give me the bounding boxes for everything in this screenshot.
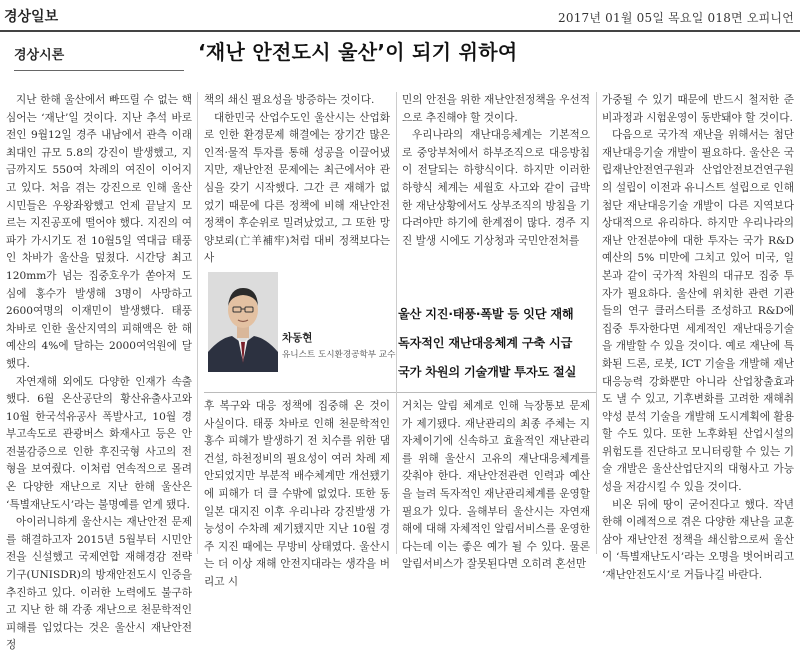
article-column-2-bottom	[204, 398, 390, 588]
author-title: 유니스트 도시환경공학부 교수	[282, 350, 396, 360]
column-divider	[396, 92, 397, 554]
author-photo	[208, 272, 278, 372]
article-column-2-top	[204, 92, 390, 292]
paragraph: 다음으로 국가적 재난을 위해서는 첨단 재난대응기술 개발이 필요하다. 울산은 국립재난안전연구원과 산업안전보건연구원의 설립이 이전과 유니스트 설립으로 인해 첨단 재난대응기술 개발이 다른 지역보다 상대적으로 유리하다. 하지만 우리나라의 재난 안전분야에 대한 투자는 국가 R&D 예산의 5% 미만에 그치고 있어 미국, 일본과 같이 국가적 차원의 대규모 집중 투자가 필요하다. 울산에 위치한 관련 기관들의 연구 클러스터를 조성하고 R&D에 집중 투자한다면 세계적인 재난대응기술을 개발할 수 있을 것이다. 예로 재난에 특화된 드론, 로봇, ICT 기술을 개발해 재난대응능력 강화뿐만 아니라 산업창출효과도 낼 수 있고, 기후변화를 고려한 재해취약성 분석 기술을 개발해 도시계획에 활용할 수도 있다. 또한 노후화된 산업시설의 위험도를 진단하고 모니터링할 수 있는 기술 개발은 울산산업단지의 대형사고 가능성을 저감시킬 수 있을 것이다.	[602, 129, 794, 494]
column-divider	[596, 92, 597, 554]
article-column-3-bottom	[402, 398, 590, 571]
pullquote	[398, 300, 594, 392]
paragraph: 우리나라의 재난대응체계는 기본적으로 중앙부처에서 하부조직으로 대응방침이 전달되는 하향식이다. 하지만 이러한 하향식 체계는 세월호 사고와 같이 급박한 재난상황에서도 상부조직의 방침을 기다려야만 하기에 한계점이 많다. 경주 지진 발생 시에도 기상청과 국민안전처를	[402, 129, 590, 247]
column-divider	[197, 92, 198, 554]
paragraph: 가중될 수 있기 때문에 반드시 철저한 준비과정과 시험운영이 동반돼야 할 것이다.	[602, 94, 794, 124]
paragraph: 책의 쇄신 필요성을 방증하는 것이다.	[204, 94, 375, 106]
paragraph: 아이러니하게 울산시는 재난안전 문제를 해결하고자 2015년 5월부터 시민안전을 신설했고 국제연합 재해경감 전략기구(UNISDR)의 방재안전도시 인증을 추진하고 있다. 이러한 노력에도 불구하고 지난 한 해 각종 재난으로 천문학적인 피해를 입었다는 것은 울산시 재난안전 정	[6, 516, 192, 652]
paragraph: 대한민국 산업수도인 울산시는 산업화로 인한 환경문제 해결에는 장기간 많은 인적·물적 투자를 통해 성공을 이끌어냈지만, 재난안전 문제에는 최근에서야 관심을 갖기 시작했다. 그간 큰 재해가 없었기 때문에 다른 정책에 비해 재난안전 정책이 후순위로 밀려났었고, 그 또한 망양보뢰(亡羊補牢)처럼 대비 정책보다는 사	[204, 111, 390, 265]
masthead-rule	[0, 30, 800, 32]
pullquote-line: 독자적인 재난대응체계 구축 시급	[398, 336, 573, 350]
section-rule	[14, 70, 184, 71]
divider	[204, 392, 596, 393]
author-byline	[282, 330, 395, 360]
article-column-1	[6, 92, 192, 652]
paragraph: 후 복구와 대응 정책에 집중해 온 것이 사실이다. 태풍 차바로 인해 천문학적인 홍수 피해가 발생하기 전 치수를 위한 댐건설, 하천정비의 필요성이 여러 차례 제안되었지만 부분적 배수체계만 개선됐기에 피해가 더 클 수밖에 없었다. 또한 동일본 대지진 이후 우리나라 강진발생 가능성이 수차례 제기됐지만 지난 10월 경주 지진 때에는 무방비 상태였다. 울산시는 더 이상 재해 안전지대라는 생각을 버리고 시	[204, 400, 390, 588]
section-label: 경상시론	[14, 48, 65, 63]
paragraph: 자연재해 외에도 다양한 인재가 속출했다. 6월 온산공단의 황산유출사고와 10월 한국석유공사 폭발사고, 10월 경부고속도로 관광버스 화재사고 등은 안전불감증으로 인한 후진국형 사고의 전형을 보여줬다. 이처럼 연속적으로 몰려온 다양한 재난으로 지난 한해 울산은 ‘특별재난도시’라는 불명예를 얻게 됐다.	[6, 375, 192, 511]
headline: ‘재난 안전도시 울산’이 되기 위하여	[198, 40, 518, 64]
newspaper-name: 경상일보	[4, 9, 59, 25]
article-column-3-top	[402, 92, 590, 292]
pullquote-line: 울산 지진·태풍·폭발 등 잇단 재해	[398, 307, 574, 321]
author-name: 차동현	[282, 332, 313, 344]
paragraph: 거치는 알림 체계로 인해 늑장통보 문제가 제기됐다. 재난관리의 최종 주체는 지자체이기에 신속하고 효율적인 재난관리를 위해 울산시 고유의 재난대응체계를 갖춰야 한다. 재난안전관련 인력과 예산을 늘려 독자적인 재난관리체계를 운영할 필요가 있다. 올해부터 울산시는 자연재해에 대해 자체적인 알림서비스를 운영한다는데 이는 좋은 예가 될 수 있다. 물론 알림서비스가 잘못된다면 오히려 혼선만	[402, 400, 590, 571]
paragraph: 지난 한해 울산에서 빠뜨릴 수 없는 핵심어는 ‘재난’일 것이다. 지난 추석 바로 전인 9월12일 경주 내남에서 관측 이래 최대인 규모 5.8의 강진이 발생했고, 지금까지도 550여 차례의 여진이 이어지고 있다. 처음 겪는 강진으로 인해 울산 시민들은 우왕좌왕했고 언제 끝날지 모르는 지진공포에 떨어야 했다. 지진의 여파가 가시기도 전 10월5일 역대급 태풍인 차바가 울산을 덮쳤다. 시간당 최고 120mm가 넘는 집중호우가 쏟아져 도심에 홍수가 발생해 3명이 사망하고 2600여명의 이재민이 발생했다. 태풍 차바로 인한 울산지역의 피해액은 한 해 예산의 4%에 달하는 2000여억원에 달했다.	[6, 94, 192, 370]
masthead	[0, 0, 800, 30]
pullquote-line: 국가 차원의 기술개발 투자도 절실	[398, 365, 577, 379]
article-column-4	[602, 92, 794, 582]
paragraph: 비온 뒤에 땅이 굳어진다고 했다. 작년 한해 이례적으로 겪은 다양한 재난을 교훈삼아 재난안전 정책을 쇄신함으로써 울산이 ‘특별재난도시’라는 오명을 벗어버리고 ‘재난안전도시’로 거듭나길 바란다.	[602, 498, 794, 582]
dateline: 2017년 01월 05일 목요일 018면 오피니언	[558, 11, 794, 25]
paragraph: 민의 안전을 위한 재난안전정책을 우선적으로 추진해야 할 것이다.	[402, 94, 590, 124]
